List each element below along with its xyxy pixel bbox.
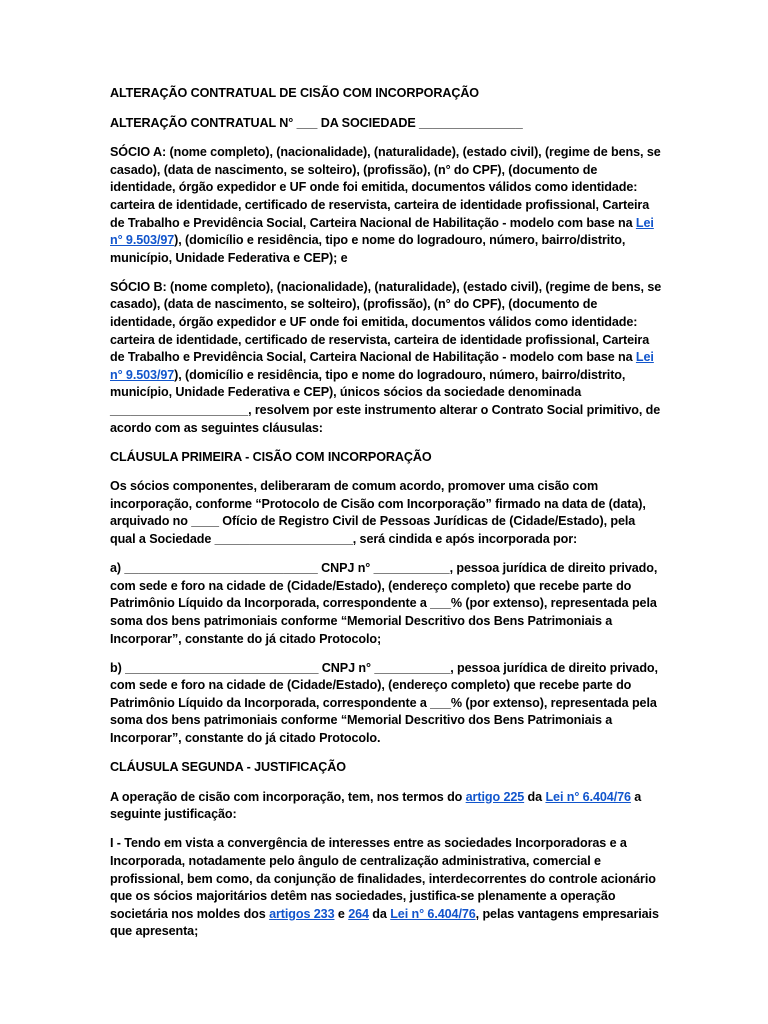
item-i-text-2: e — [334, 906, 349, 921]
clausula-primeira-heading: CLÁUSULA PRIMEIRA - CISÃO COM INCORPORAÇÃO — [110, 449, 432, 464]
artigo-264-link[interactable]: 264 — [348, 906, 369, 921]
lei-6404-link-2[interactable]: Lei n° 6.404/76 — [390, 906, 476, 921]
lei-9503-link-b[interactable]: Lei n° 9.503/97 — [110, 350, 654, 382]
clausula-segunda-text-2: da — [524, 789, 546, 804]
item-i-text-4: , pelas vantagens empresariais que apresenta; — [110, 906, 659, 939]
socio-a-text-1: SÓCIO A: (nome completo), (nacionalidade), (naturalidade), (estado civil), (regime de bens, se casado), (data de nascimento, se solteiro), (profissão), (n° do CPF), (documento de identidade, órgão expedidor e UF onde foi emitida, documentos válidos como identidade: carteira de identidade, certificado de reservista, carteira de identidade profissional, Carteira de Trabalho e Previdência Social, Carteira Nacional de Habilitação - modelo com base na — [110, 145, 661, 230]
clausula-primeira-text: Os sócios componentes, deliberaram de comum acordo, promover uma cisão com incorporação, conforme “Protocolo de Cisão com Incorporação” firmado na data de (data), arquivado no ____ Ofício de Registro Civil de Pessoas Jurídicas de (Cidade/Estado), pela qual a Sociedade ____________________, será cindida e após incorporada por: — [110, 479, 646, 547]
socio-b-text-1: SÓCIO B: (nome completo), (nacionalidade), (naturalidade), (estado civil), (regime de bens, se casado), (data de nascimento, se solteiro), (profissão), (n° do CPF), (documento de identidade, órgão expedidor e UF onde foi emitida, documentos válidos como identidade: carteira de identidade, certificado de reservista, carteira de identidade profissional, Carteira de Trabalho e Previdência Social, Carteira Nacional de Habilitação - modelo com base na — [110, 279, 662, 365]
item-i-paragraph — [110, 835, 662, 941]
artigo-233-link[interactable]: artigos 233 — [269, 906, 335, 921]
socio-a-text-2: ), (domicílio e residência, tipo e nome do logradouro, número, bairro/distrito, município, Unidade Federativa e CEP); e — [110, 233, 626, 265]
item-b-paragraph: b) ____________________________ CNPJ n° ___________, pessoa jurídica de direito privado, com sede e foro na cidade de (Cidade/Estado), (endereço completo) que recebe parte do Patrimônio Líquido da Incorporada, correspondente a ___% (por extenso), representada pela soma dos bens patrimoniais conforme “Memorial Descritivo dos Bens Patrimoniais a Incorporar”, constante do já citado Protocolo. — [110, 660, 658, 745]
clausula-segunda-text-3: a seguinte justificação: — [110, 789, 642, 822]
lei-6404-link[interactable]: Lei n° 6.404/76 — [545, 789, 631, 804]
clausula-segunda-heading: CLÁUSULA SEGUNDA - JUSTIFICAÇÃO — [110, 760, 346, 775]
lei-9503-link[interactable]: Lei n° 9.503/97 — [110, 215, 654, 248]
document-subtitle: ALTERAÇÃO CONTRATUAL N° ___ DA SOCIEDADE _______________ — [110, 115, 523, 130]
item-i-text-3: da — [368, 906, 391, 921]
document-title: ALTERAÇÃO CONTRATUAL DE CISÃO COM INCORPORAÇÃO — [110, 86, 480, 100]
clausula-segunda-text — [110, 789, 662, 824]
socio-b-text-2: ), (domicílio e residência, tipo e nome do logradouro, número, bairro/distrito, município, Unidade Federativa e CEP), únicos sócios da sociedade denominada ____________________, resolvem por este instrumento alterar o Contrato Social primitivo, de acordo com as seguintes cláusulas: — [110, 367, 661, 435]
item-i-text-1: I - Tendo em vista a convergência de interesses entre as sociedades Incorporadoras e a Incorporada, notadamente pelo ângulo de centralização administrativa, comercial e profissional, bem como, da conjunção de finalidades, interdecorrentes do controle acionário que os sócios majoritários detêm nas sociedades, justifica-se plenamente a operação societária nos moldes dos — [110, 836, 656, 921]
socio-a-paragraph — [110, 144, 662, 267]
socio-b-paragraph — [110, 279, 662, 437]
artigo-225-link[interactable]: artigo 225 — [465, 789, 525, 804]
item-a-paragraph: a) ____________________________ CNPJ n° ___________, pessoa jurídica de direito privado, com sede e foro na cidade de (Cidade/Estado), (endereço completo) que recebe parte do Patrimônio Líquido da Incorporada, correspondente a ___% (por extenso), representada pela soma dos bens patrimoniais conforme “Memorial Descritivo dos Bens Patrimoniais a Incorporar”, constante do já citado Protocolo; — [110, 561, 658, 646]
clausula-segunda-text-1: A operação de cisão com incorporação, tem, nos termos do — [110, 789, 466, 804]
